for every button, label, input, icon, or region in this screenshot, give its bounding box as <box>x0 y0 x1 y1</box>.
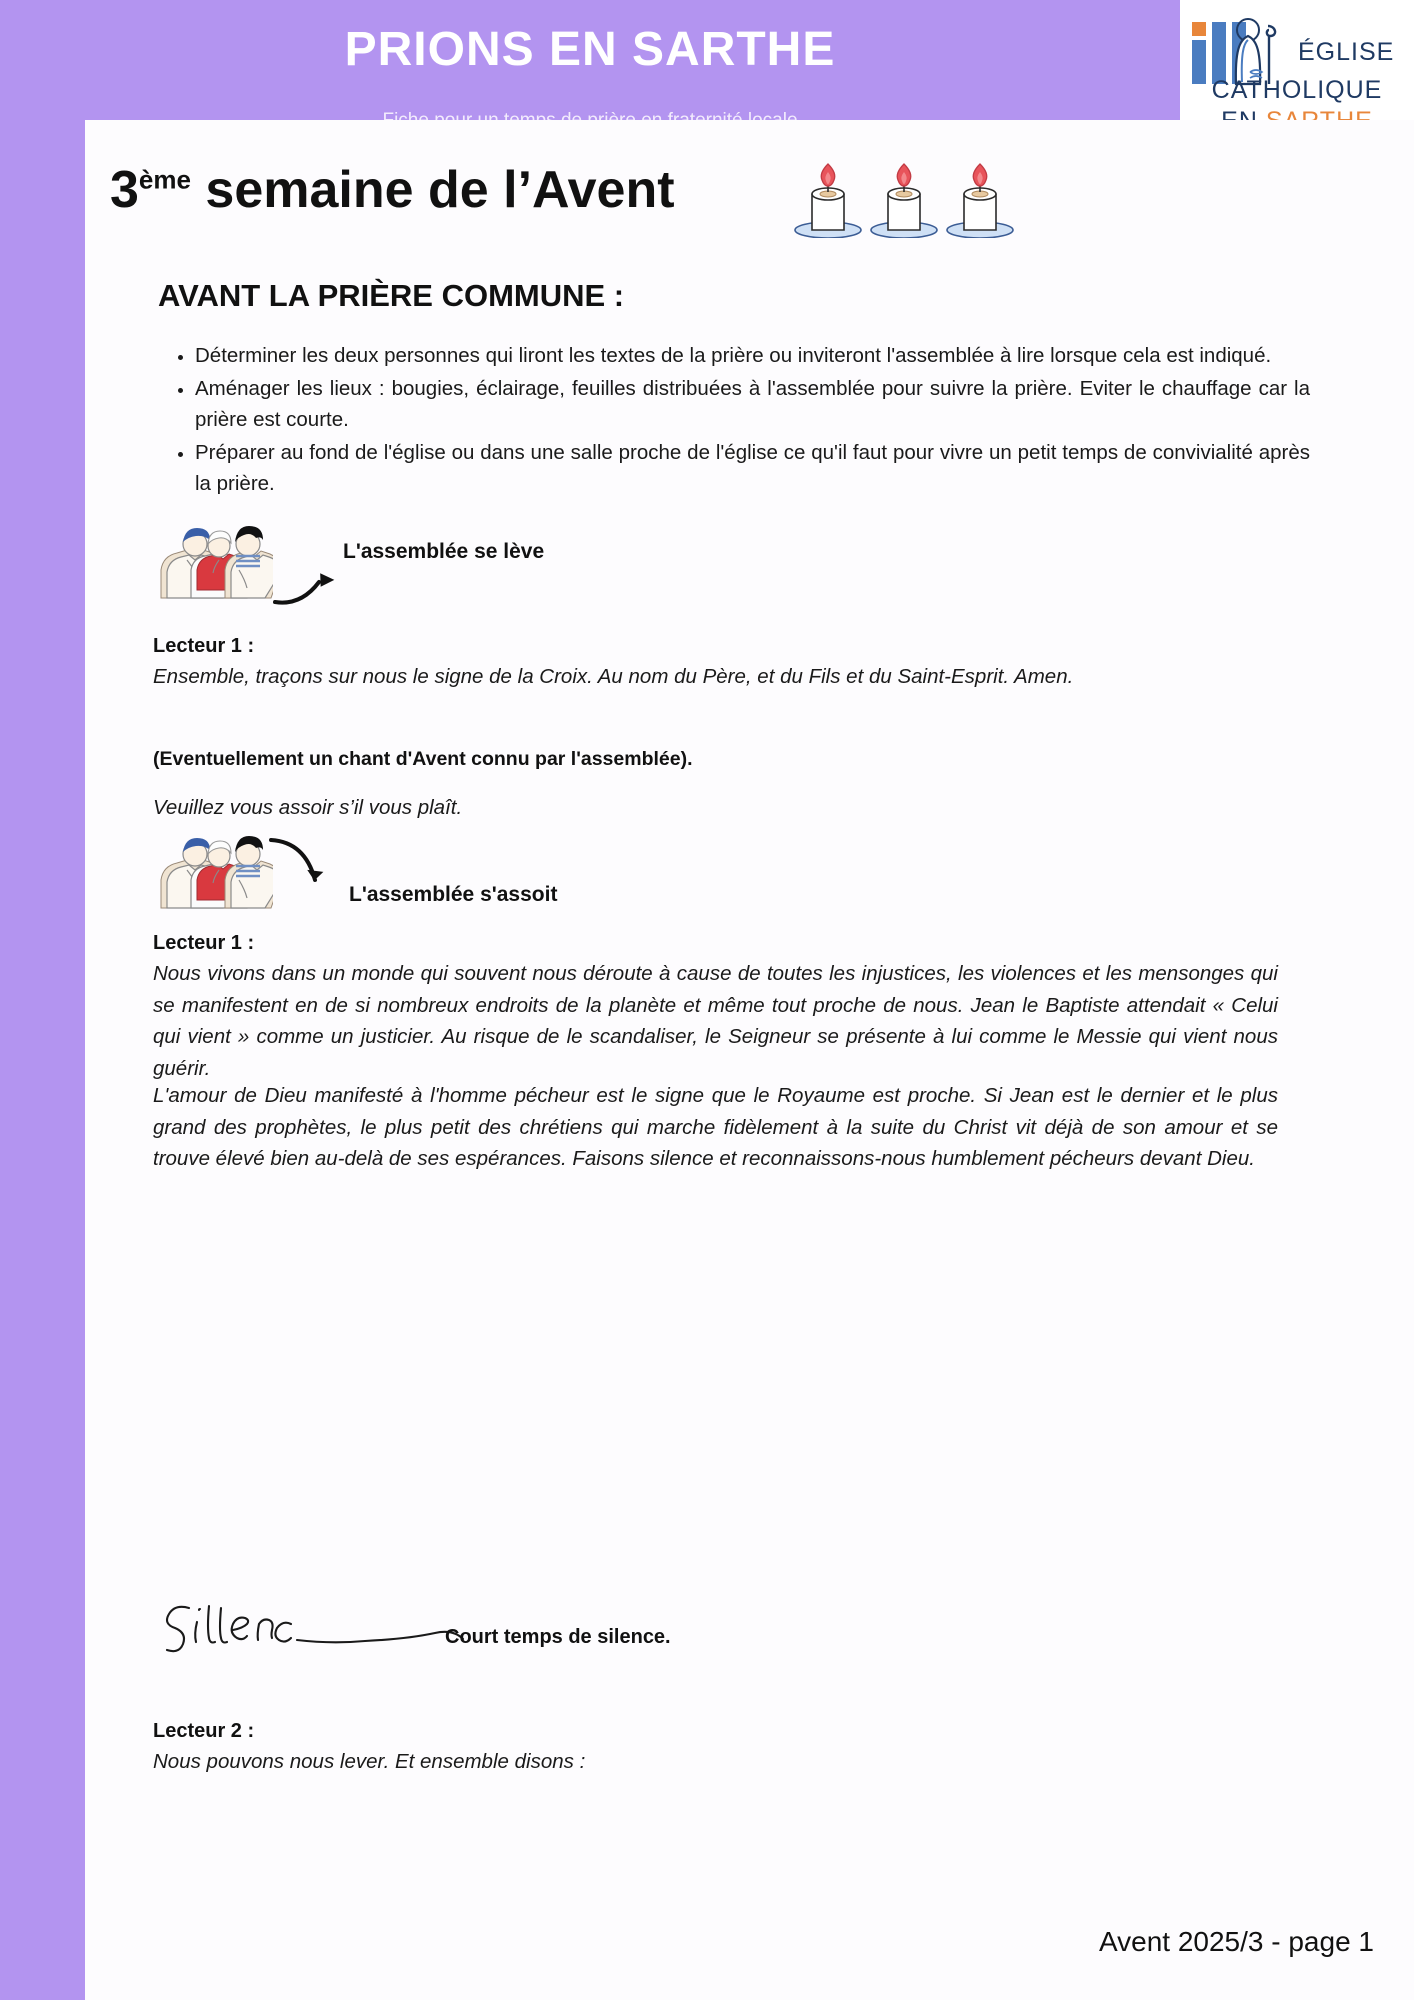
list-item: • Aménager les lieux : bougies, éclairage, feuilles distribuées à l'assemblée pour suivre la prière. Eviter le chauffage car la prière est courte. <box>195 373 1310 435</box>
silence-handwriting-icon <box>155 1600 495 1662</box>
reader1b-paragraph-1: Nous vivons dans un monde qui souvent nous déroute à cause de toutes les injustices, les violences et les mensonges qui se manifestent en de si nombreux endroits de la planète et même tout proche de nous. Jean le Baptiste attendait « Celui qui vient » comme un justicier. Au risque de le scandaliser, le Seigneur se présente à lui comme le Messie qui vient nous guérir. <box>153 962 1278 1080</box>
three-people-icon <box>153 520 273 600</box>
song-note: (Eventuellement un chant d'Avent connu par l'assemblée). <box>153 748 693 770</box>
reader1-label: Lecteur 1 : <box>153 635 255 657</box>
page-title-number: 3 <box>110 161 139 219</box>
advent-candles-group <box>790 158 1020 238</box>
assembly-sits-block <box>153 830 773 920</box>
logo-line-catholique: CATHOLIQUE <box>1211 76 1383 104</box>
header-band-left-stripe <box>0 150 85 2000</box>
reader1b-paragraph-2: L'amour de Dieu manifesté à l'homme pécheur est le signe que le Royaume est proche. Si Jean est le dernier et le plus grand des prophètes, le plus petit des chrétiens qui marche fidèlement à la suite du Christ vit déjà de son amour et se trouve élevé bien au-delà de ses espérances. Faisons silence et reconnaissons-nous humblement pécheurs devant Dieu. <box>153 1084 1278 1170</box>
silence-caption: Court temps de silence. <box>445 1626 671 1648</box>
sit-instruction-text: Veuillez vous assoir s’il vous plaît. <box>153 796 463 819</box>
silence-block <box>155 1600 855 1670</box>
reader1-text: Ensemble, traçons sur nous le signe de la Croix. Au nom du Père, et du Fils et du Saint-Esprit. Amen. <box>153 665 1074 688</box>
assembly-stands-block <box>153 520 773 610</box>
reader2-label: Lecteur 2 : <box>153 1720 255 1742</box>
arrow-up-icon <box>271 556 351 611</box>
preparation-bullet-list <box>160 340 1310 501</box>
page-title-rest: semaine de l’Avent <box>190 161 675 219</box>
reader1b-label: Lecteur 1 : <box>153 932 255 954</box>
list-item: • Déterminer les deux personnes qui liront les textes de la prière ou inviteront l'assemblée à lire lorsque cela est indiqué. <box>195 340 1310 371</box>
page-footer: Avent 2025/3 - page 1 <box>1098 1926 1374 1957</box>
header-title: PRIONS EN SARTHE <box>344 23 836 76</box>
arrow-down-icon <box>265 834 355 899</box>
three-people-icon <box>153 830 273 910</box>
document-body <box>85 120 1414 2000</box>
reader2-text: Nous pouvons nous lever. Et ensemble disons : <box>153 1750 586 1773</box>
section-heading-avant-priere: AVANT LA PRIÈRE COMMUNE : <box>158 278 625 313</box>
list-item: • Préparer au fond de l'église ou dans une salle proche de l'église ce qu'il faut pour vivre un petit temps de convivialité après la prière. <box>195 437 1310 499</box>
logo-line-eglise: ÉGLISE <box>1298 38 1395 66</box>
assembly-stands-caption: L'assemblée se lève <box>343 540 545 563</box>
assembly-sits-caption: L'assemblée s'assoit <box>349 883 558 906</box>
page-title <box>110 160 675 220</box>
page-title-ordinal: ème <box>138 164 191 195</box>
